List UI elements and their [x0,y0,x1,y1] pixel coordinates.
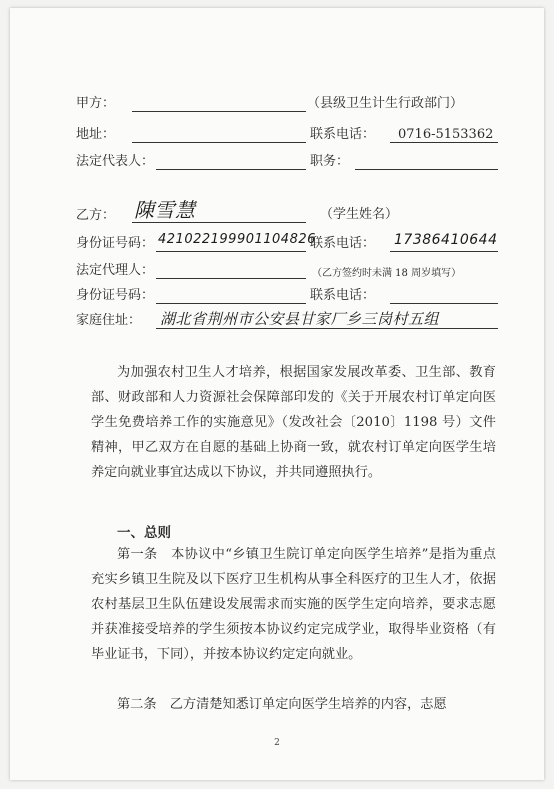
party-a-phone-line [390,142,498,143]
id2-line [156,303,306,304]
legal-rep-line [156,169,306,170]
phone2-line [390,303,498,304]
id-handwritten: 421022199901104826 [158,232,316,247]
address-label: 地址： [76,127,116,142]
address-fill-line [132,142,306,143]
title-line [355,169,498,170]
title-label: 职务： [310,154,350,169]
id2-label: 身份证号码： [76,288,155,303]
phone2-label: 联系电话： [310,288,376,303]
section-1-heading: 一、总则 [117,525,171,541]
party-a-phone: 0716-5153362 [398,127,494,142]
home-address-label: 家庭住址： [76,313,142,328]
home-address-handwritten: 湖北省荆州市公安县甘家厂乡三岗村五组 [160,310,440,328]
party-a-fill-line [132,111,306,112]
article-1: 第一条 本协议中“乡镇卫生院订单定向医学生培养”是指为重点充实乡镇卫生院及以下医疗卫生机构从事全科医疗的卫生人才，依据农村基层卫生队伍建设发展需求而实施的医学生定向培养，要求志愿并获准接受培养的学生须按本协议约定完成学业，取得毕业资格（有毕业证书，下同），并按本协议约定定向就业。 [91,547,496,662]
party-a-phone-label: 联系电话： [310,127,376,142]
guardian-line [156,278,306,279]
id-line [156,251,306,252]
party-b-phone-line [390,251,498,252]
guardian-note: （乙方签约时未满 18 周岁填写） [312,268,462,279]
party-a-note: （县级卫生计生行政部门） [307,96,464,111]
home-address-line [156,328,498,329]
party-a-label: 甲方： [76,96,116,111]
party-b-note: （学生姓名） [320,207,399,222]
guardian-label: 法定代理人： [76,263,155,278]
document-page [10,8,544,780]
party-b-name-line [132,222,306,223]
page-number: 2 [274,738,280,748]
intro-paragraph: 为加强农村卫生人才培养，根据国家发展改革委、卫生部、教育部、财政部和人力资源社会保障部印发的《关于开展农村订单定向医学生免费培养工作的实施意见》（发改社会〔2010〕1198 号）文件精神，甲乙双方在自愿的基础上协商一致，就农村订单定向医学生培养定向就业事宜达成以下协议，并共同遵照执行。 [91,365,496,480]
article-2: 第二条 乙方清楚知悉订单定向医学生培养的内容，志愿 [117,697,447,712]
id-label: 身份证号码： [76,236,155,251]
party-b-phone-handwritten: 17386410644 [394,232,498,248]
student-name-handwritten: 陳雪慧 [134,198,196,222]
legal-rep-label: 法定代表人： [76,154,155,169]
party-b-phone-label: 联系电话： [310,236,376,251]
party-b-label: 乙方： [76,208,116,223]
